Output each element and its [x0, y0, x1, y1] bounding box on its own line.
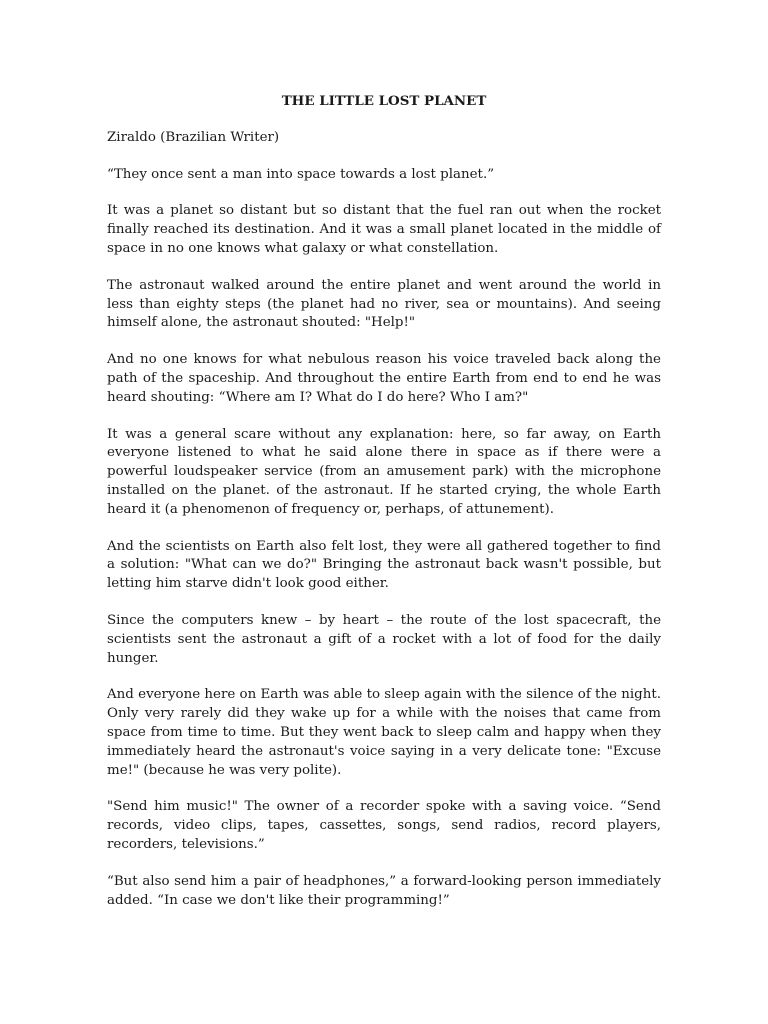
author-line: Ziraldo (Brazilian Writer) [107, 129, 280, 145]
paragraph-9: "Send him music!" The owner of a recorder spoke with a saving voice. “Send records, video clips, tapes, cassettes, songs, send radios, record players, recorders, televisions.” [107, 799, 661, 852]
paragraph-1: “They once sent a man into space towards a lost planet.” [107, 166, 495, 182]
paragraph-2: It was a planet so distant but so distant that the fuel ran out when the rocket finally reached its destination. And it was a small planet located in the middle of space in no one knows what galaxy or what constellation. [107, 203, 661, 256]
document-title: THE LITTLE LOST PLANET [281, 93, 487, 109]
paragraph-3: The astronaut walked around the entire planet and went around the world in less than eighty steps (the planet had no river, sea or mountains). And seeing himself alone, the astronaut shouted: "Help!" [107, 277, 661, 331]
document-body [107, 92, 661, 928]
paragraph-8: And everyone here on Earth was able to sleep again with the silence of the night. Only very rarely did they wake up for a while with the noises that came from space from time to time. But they went back to sleep calm and happy when they immediately heard the astronaut's voice saying in a very delicate tone: "Excuse me!" (because he was very polite). [107, 687, 661, 778]
paragraph-7: Since the computers knew – by heart – the route of the lost spacecraft, the scientists sent the astronaut a gift of a rocket with a lot of food for the daily hunger. [107, 612, 661, 666]
paragraph-5: It was a general scare without any explanation: here, so far away, on Earth everyone listened to what he said alone there in space as if there were a powerful loudspeaker service (from an amusement park) with the microphone installed on the planet. of the astronaut. If he started crying, the whole Earth heard it (a phenomenon of frequency or, perhaps, of attunement). [107, 426, 661, 517]
paragraph-10: “But also send him a pair of headphones,” a forward-looking person immediately added. “In case we don't like their programming!” [107, 873, 661, 908]
paragraph-4: And no one knows for what nebulous reason his voice traveled back along the path of the spaceship. And throughout the entire Earth from end to end he was heard shouting: “Where am I? What do I do here? Who I am?" [107, 352, 661, 405]
paragraph-6: And the scientists on Earth also felt lost, they were all gathered together to find a solution: "What can we do?" Bringing the astronaut back wasn't possible, but letting him starve didn't look good either. [107, 538, 661, 592]
